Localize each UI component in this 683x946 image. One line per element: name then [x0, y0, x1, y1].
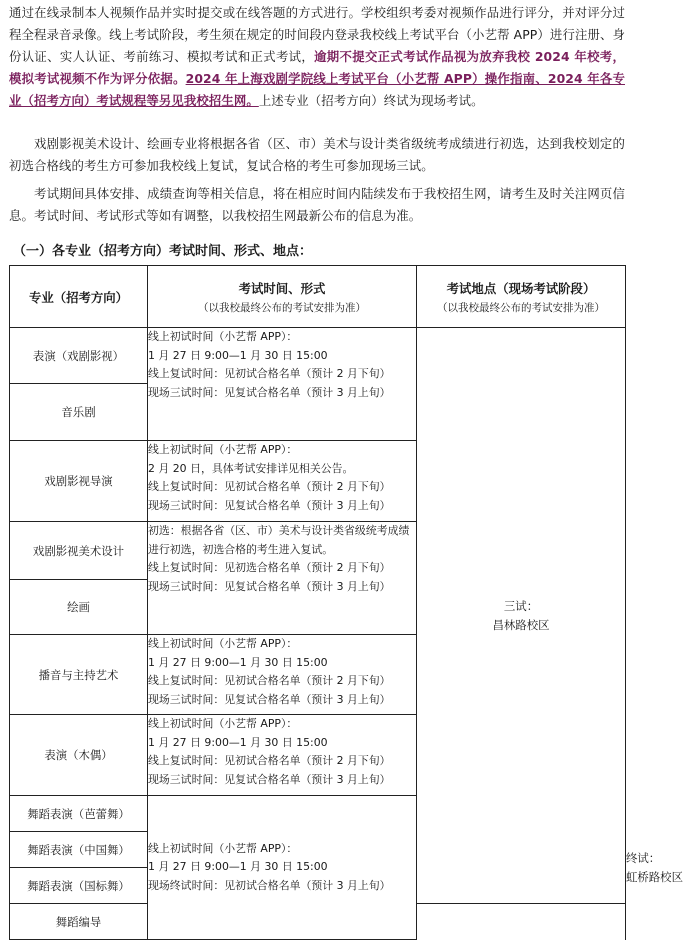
schedule-line: 线上初试时间（小艺帮 APP）： [148, 637, 298, 650]
intro-paragraph-2: 戏剧影视美术设计、绘画专业将根据各省（区、市）美术与设计类省级统考成绩进行初选，达到我校划定的初选合格线的考生方可参加我校线上复试，复试合格的考生可参加现场三试。 [9, 136, 625, 173]
header-time-sub: （以我校最终公布的考试安排为准） [198, 301, 366, 314]
schedule-line: 线上复试时间：见初选合格名单（预计 2 月下旬） [148, 561, 391, 574]
schedule-line: 1 月 27 日 9:00—1 月 30 日 15:00 [148, 655, 328, 669]
schedule-line: 线上复试时间：见初试合格名单（预计 2 月下旬） [148, 480, 391, 493]
schedule-group-6 [148, 796, 417, 940]
major-musical: 音乐剧 [10, 384, 148, 441]
schedule-line: 现场终试时间：见初试合格名单（预计 3 月上旬） [148, 878, 391, 892]
major-directing: 戏剧影视导演 [10, 441, 148, 522]
schedule-line: 线上初试时间（小艺帮 APP）： [148, 717, 298, 730]
header-location [417, 266, 626, 328]
major-painting: 绘画 [10, 580, 148, 635]
major-chinese-dance: 舞蹈表演（中国舞） [10, 832, 148, 868]
location-campus: 昌林路校区 [492, 617, 550, 632]
deadline-warning: 逾期不提交正式考试作品视为放弃我校 2024 年校考，模拟考试视频不作为评分依据。 [9, 49, 625, 86]
header-major: 专业（招考方向） [10, 266, 148, 328]
location-round: 三试： [503, 598, 539, 613]
intro-paragraph-3: 考试期间具体安排、成绩查询等相关信息，将在相应时间内陆续发布于我校招生网，请考生及时关注网页信息。考试时间、考试形式等如有调整，以我校招生网最新公布的信息为准。 [9, 186, 625, 223]
major-acting-film: 表演（戏剧影视） [10, 328, 148, 384]
schedule-line: 初选：根据各省（区、市）美术与设计类省级统考成绩进行初选，初选合格的考生进入复试。 [148, 524, 410, 556]
final-exam-note: 上述专业（招考方向）终试为现场考试。 [258, 93, 484, 108]
header-time [148, 266, 417, 328]
major-puppet: 表演（木偶） [10, 715, 148, 796]
intro-text: 通过在线录制本人视频作品并实时提交或在线答题的方式进行。学校组织考委对视频作品进行评分，并对评分过程全程录音录像。线上考试阶段，考生须在规定的时间段内登录我校线上考试平台（小艺帮 APP）进行注册、身份认证、实人认证、考前练习、模拟考试和正式考试， [9, 5, 625, 64]
schedule-line: 线上复试时间：见初试合格名单（预计 2 月下旬） [148, 674, 391, 687]
major-choreography: 舞蹈编导 [10, 904, 148, 940]
major-ballet: 舞蹈表演（芭蕾舞） [10, 796, 148, 832]
schedule-line: 线上复试时间：见初试合格名单（预计 2 月下旬） [148, 367, 391, 380]
table-row: 舞蹈表演（芭蕾舞） 线上初试时间（小艺帮 APP）： 1 月 27 日 9:00—1 月 30 日 15:00 现场终试时间：见初试合格名单（预计 3 月上旬） 终试： 虹桥路校区 [10, 796, 626, 832]
schedule-line: 1 月 27 日 9:00—1 月 30 日 15:00 [148, 860, 328, 874]
exam-schedule-table [9, 265, 683, 940]
header-location-sub: （以我校最终公布的考试安排为准） [437, 301, 605, 314]
guide-link[interactable]: 2024 年上海戏剧学院线上考试平台（小艺帮 APP）操作指南、2024 年各专业（招考方向）考试规程等另见我校招生网。 [9, 71, 625, 108]
major-ballroom: 舞蹈表演（国标舞） [10, 868, 148, 904]
schedule-line: 1 月 27 日 9:00—1 月 30 日 15:00 [148, 735, 328, 749]
major-broadcasting: 播音与主持艺术 [10, 635, 148, 715]
schedule-group-3 [148, 522, 417, 635]
schedule-line: 现场三试时间：见复试合格名单（预计 3 月上旬） [148, 579, 391, 593]
table-header-row [10, 266, 626, 328]
schedule-line: 现场三试时间：见复试合格名单（预计 3 月上旬） [148, 498, 391, 512]
table-row [10, 328, 626, 384]
section-title: （一）各专业（招考方向）考试时间、形式、地点： [13, 244, 313, 259]
schedule-line: 1 月 27 日 9:00—1 月 30 日 15:00 [148, 348, 328, 362]
intro-paragraph-1 [9, 2, 625, 112]
schedule-line: 现场三试时间：见复试合格名单（预计 3 月上旬） [148, 385, 391, 399]
schedule-line: 现场三试时间：见复试合格名单（预计 3 月上旬） [148, 772, 391, 786]
schedule-line: 线上初试时间（小艺帮 APP）： [148, 330, 298, 343]
schedule-group-4 [148, 635, 417, 715]
header-location-title: 考试地点（现场考试阶段） [446, 280, 596, 296]
schedule-line: 现场三试时间：见复试合格名单（预计 3 月上旬） [148, 692, 391, 706]
schedule-group-5 [148, 715, 417, 796]
schedule-group-1 [148, 328, 417, 441]
schedule-line: 2 月 20 日，具体考试安排详见相关公告。 [148, 461, 354, 475]
schedule-line: 线上初试时间（小艺帮 APP）： [148, 443, 298, 456]
location-changlin [417, 328, 626, 904]
schedule-group-2 [148, 441, 417, 522]
header-time-title: 考试时间、形式 [238, 280, 326, 296]
schedule-line: 线上初试时间（小艺帮 APP）： [148, 841, 298, 855]
major-art-design: 戏剧影视美术设计 [10, 522, 148, 580]
schedule-line: 线上复试时间：见初试合格名单（预计 2 月下旬） [148, 754, 391, 767]
